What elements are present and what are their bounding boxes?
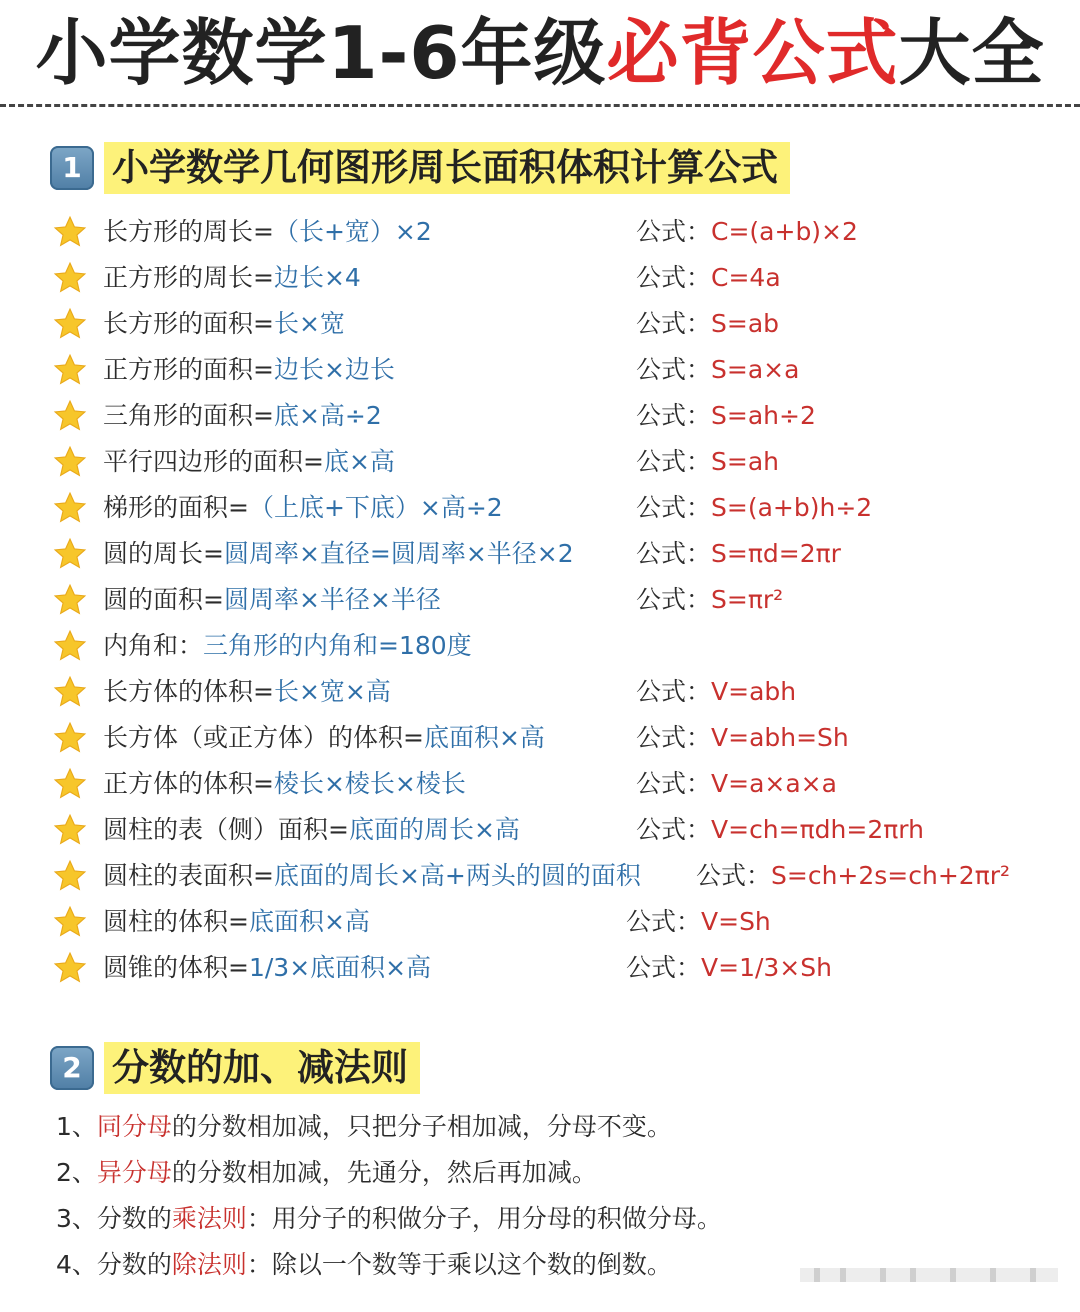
formula-label: 圆的周长=圆周率×直径=圆周率×半径×2 (103, 539, 574, 568)
formula-row (50, 715, 1050, 761)
formula-label: 梯形的面积=（上底+下底）×高÷2 (103, 493, 503, 522)
section-2-header (50, 1042, 450, 1094)
star-icon (52, 951, 88, 985)
formula-value: 底面积×高 (248, 907, 370, 936)
dashed-divider (0, 104, 1080, 107)
formula-label: 正方体的体积=棱长×棱长×棱长 (103, 769, 466, 798)
formula-row (50, 439, 1050, 485)
formula-label: 长方体的体积=长×宽×高 (103, 677, 391, 706)
star-icon (52, 583, 88, 617)
star-icon (52, 261, 88, 295)
formula-row (50, 853, 1050, 899)
section-2-badge: 2 (50, 1046, 94, 1090)
star-icon (52, 675, 88, 709)
star-icon (52, 859, 88, 893)
formula-value: （上底+下底）×高÷2 (248, 493, 503, 522)
rule-highlight: 同分母 (96, 1112, 172, 1141)
rule-highlight: 异分母 (96, 1158, 172, 1187)
rule-highlight: 乘法则 (171, 1204, 247, 1233)
formula-row (50, 899, 1050, 945)
formula-value: 圆周率×直径=圆周率×半径×2 (223, 539, 574, 568)
formula-value: 三角形的内角和=180度 (203, 631, 472, 660)
formula-expression: 公式：S=(a+b)h÷2 (636, 493, 873, 522)
formula-label: 圆柱的体积=底面积×高 (103, 907, 370, 936)
star-icon (52, 399, 88, 433)
fraction-rule: 4、分数的除法则：除以一个数等于乘以这个数的倒数。 (56, 1250, 672, 1279)
formula-row (50, 807, 1050, 853)
formula-label: 圆柱的表面积=底面的周长×高+两头的圆的面积 (103, 861, 641, 890)
formula-label: 正方形的周长=边长×4 (103, 263, 361, 292)
formula-value: 底×高÷2 (273, 401, 382, 430)
rule-highlight: 除法则 (171, 1250, 247, 1279)
formula-row (50, 577, 1050, 623)
formula-row (50, 531, 1050, 577)
formula-value: 底面积×高 (423, 723, 545, 752)
formula-value: （长+宽）×2 (273, 217, 432, 246)
formula-expression: 公式：C=(a+b)×2 (636, 217, 858, 246)
formula-expression: 公式：V=Sh (626, 907, 771, 936)
formula-label: 长方体（或正方体）的体积=底面积×高 (103, 723, 545, 752)
formula-expression: 公式：V=a×a×a (636, 769, 837, 798)
formula-label: 正方形的面积=边长×边长 (103, 355, 395, 384)
title-part-3: 大全 (898, 11, 1045, 95)
formula-label: 内角和：三角形的内角和=180度 (103, 631, 472, 660)
formula-expression: 公式：C=4a (636, 263, 781, 292)
formula-value: 长×宽 (273, 309, 345, 338)
formula-expression: 公式：V=ch=πdh=2πrh (636, 815, 924, 844)
formula-row (50, 255, 1050, 301)
formula-value: 边长×边长 (273, 355, 395, 384)
section-1-header (50, 142, 870, 194)
formula-row (50, 393, 1050, 439)
formula-value: 长×宽×高 (273, 677, 391, 706)
formula-value: 1/3×底面积×高 (248, 953, 432, 982)
formula-expression: 公式：S=ch+2s=ch+2πr² (696, 861, 1011, 890)
formula-row (50, 209, 1050, 255)
formula-label: 圆的面积=圆周率×半径×半径 (103, 585, 441, 614)
fraction-rule: 2、异分母的分数相加减，先通分，然后再加减。 (56, 1158, 597, 1187)
fraction-rule: 1、同分母的分数相加减，只把分子相加减，分母不变。 (56, 1112, 672, 1141)
page-title (0, 8, 1080, 98)
star-icon (52, 629, 88, 663)
formula-value: 棱长×棱长×棱长 (273, 769, 466, 798)
formula-label: 三角形的面积=底×高÷2 (103, 401, 382, 430)
fraction-rule: 3、分数的乘法则：用分子的积做分子，用分母的积做分母。 (56, 1204, 722, 1233)
formula-expression: 公式：S=a×a (636, 355, 800, 384)
star-icon (52, 445, 88, 479)
formula-expression: 公式：S=ah (636, 447, 779, 476)
formula-expression: 公式：S=πd=2πr (636, 539, 841, 568)
formula-row (50, 945, 1050, 991)
star-icon (52, 537, 88, 571)
formula-row (50, 485, 1050, 531)
formula-expression: 公式：V=abh=Sh (636, 723, 849, 752)
section-1-title: 小学数学几何图形周长面积体积计算公式 (104, 142, 790, 194)
star-icon (52, 905, 88, 939)
star-icon (52, 215, 88, 249)
star-icon (52, 813, 88, 847)
title-part-1: 小学数学1-6年级 (35, 11, 607, 95)
formula-row (50, 669, 1050, 715)
star-icon (52, 491, 88, 525)
formula-expression: 公式：S=ab (636, 309, 780, 338)
formula-label: 圆柱的表（侧）面积=底面的周长×高 (103, 815, 520, 844)
formula-value: 底×高 (323, 447, 395, 476)
formula-expression: 公式：S=πr² (636, 585, 784, 614)
star-icon (52, 307, 88, 341)
formula-row (50, 347, 1050, 393)
formula-value: 边长×4 (273, 263, 361, 292)
watermark-bar-icon (800, 1264, 1058, 1286)
formula-value: 底面的周长×高 (348, 815, 520, 844)
section-2-title: 分数的加、减法则 (104, 1042, 420, 1094)
formula-row (50, 301, 1050, 347)
formula-value: 底面的周长×高+两头的圆的面积 (273, 861, 641, 890)
title-highlight: 必背公式 (606, 11, 899, 95)
formula-label: 圆锥的体积=1/3×底面积×高 (103, 953, 432, 982)
formula-expression: 公式：V=abh (636, 677, 797, 706)
section-1-badge: 1 (50, 146, 94, 190)
star-icon (52, 721, 88, 755)
formula-row (50, 761, 1050, 807)
formula-expression: 公式：V=1/3×Sh (626, 953, 832, 982)
star-icon (52, 767, 88, 801)
star-icon (52, 353, 88, 387)
formula-expression: 公式：S=ah÷2 (636, 401, 816, 430)
formula-label: 平行四边形的面积=底×高 (103, 447, 395, 476)
formula-value: 圆周率×半径×半径 (223, 585, 441, 614)
formula-label: 长方形的面积=长×宽 (103, 309, 345, 338)
formula-row (50, 623, 1050, 669)
formula-label: 长方形的周长=（长+宽）×2 (103, 217, 432, 246)
